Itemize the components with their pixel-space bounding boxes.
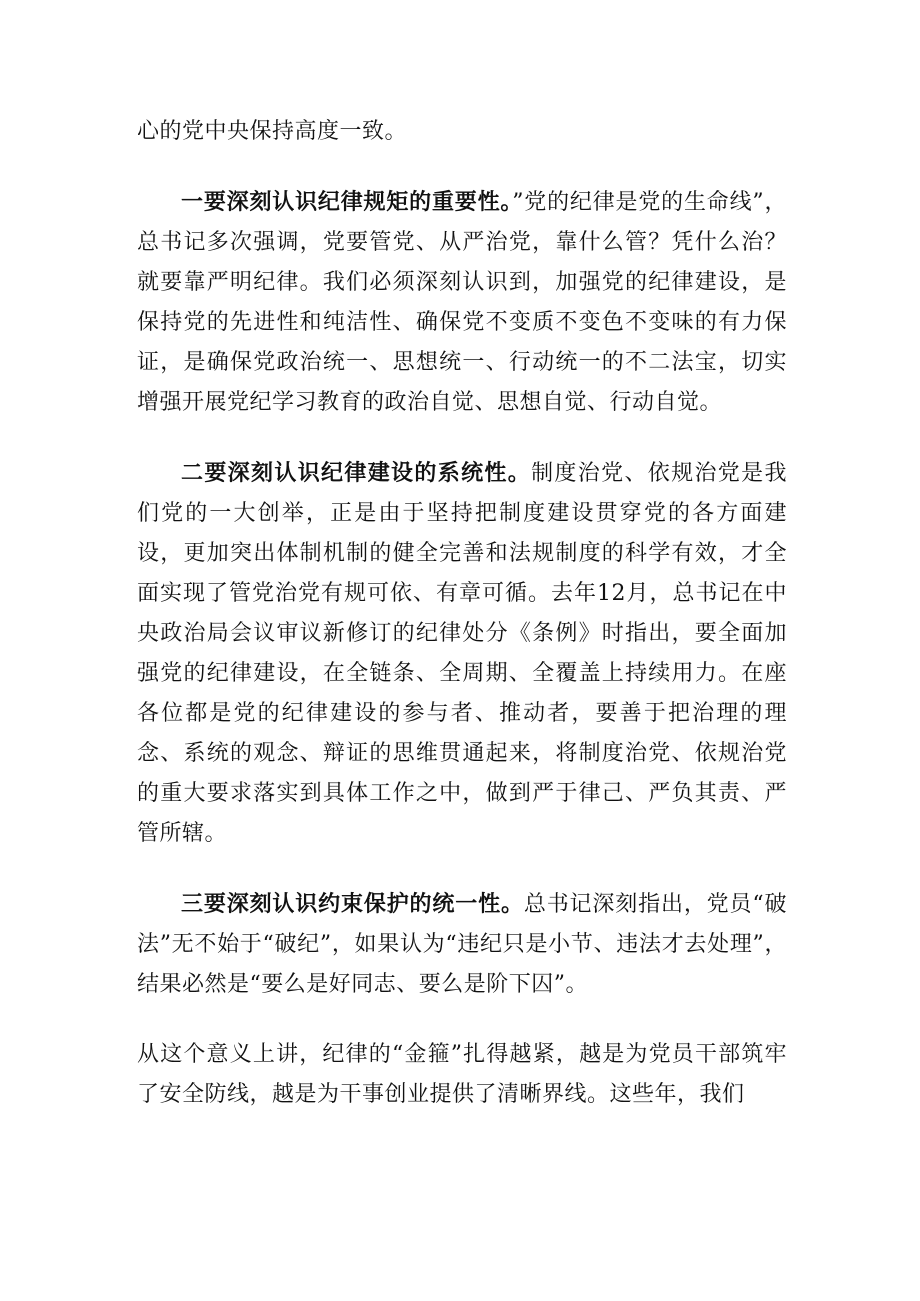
paragraph-lead-heading: 三要深刻认识约束保护的统一性。 [181,891,524,917]
paragraph-text: 制度治党、依规治党是我们党的一大创举，正是由于坚持把制度建设贯穿党的各方面建设，更加突出体制机制的健全完善和法规制度的科学有效，才全面实现了管党治党有规可依、有章可循。去年12月，总书记在中央政治局会议审议新修订的纪律处分《条例》时指出，要全面加强党的纪律建设，在全链条、全周期、全覆盖上持续用力。在座各位都是党的纪律建设的参与者、推动者，要善于把治理的理念、系统的观念、辩证的思维贯通起来，将制度治党、依规治党的重大要求落实到具体工作之中，做到严于律己、严负其责、严管所辖。 [137,461,787,846]
paragraph-lead-heading: 一要深刻认识纪律规矩的重要性。 [181,189,513,215]
paragraph-closing [137,1035,787,1115]
paragraph-lead-heading: 二要深刻认识纪律建设的系统性。 [181,460,532,486]
paragraph-continuation [137,112,787,152]
paragraph-text: 总书记深刻指出，党员“破法”无不始于“破纪”，如果认为“违纪只是小节、违法才去处理”，结果必然是“要么是好同志、要么是阶下囚”。 [137,892,787,997]
paragraph-discipline-unity [137,884,787,1005]
paragraph-discipline-importance [137,182,787,423]
paragraph-text: ”党的纪律是党的生命线”，总书记多次强调，党要管党、从严治党，靠什么管？凭什么治？就要靠严明纪律。我们必须深刻认识到，加强党的纪律建设，是保持党的先进性和纯洁性、确保党不变质不变色不变味的有力保证，是确保党政治统一、思想统一、行动统一的不二法宝，切实增强开展党纪学习教育的政治自觉、思想自觉、行动自觉。 [137,190,787,415]
paragraph-discipline-systematic [137,453,787,854]
paragraph-text: 心的党中央保持高度一致。 [137,119,408,144]
paragraph-text: 从这个意义上讲，纪律的“金箍”扎得越紧，越是为党员干部筑牢了安全防线，越是为干事创业提供了清晰界线。这些年，我们 [137,1042,787,1107]
document-body [137,112,787,1115]
